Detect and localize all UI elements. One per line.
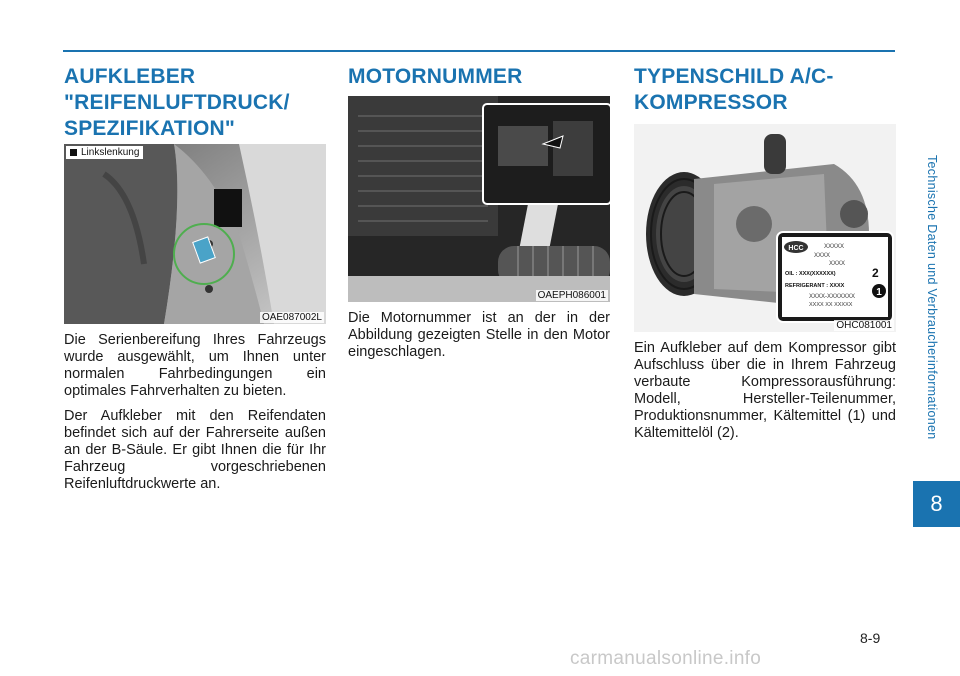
top-rule xyxy=(63,50,895,52)
heading-line: SPEZIFIKATION" xyxy=(64,117,236,140)
heading-line: KOMPRESSOR xyxy=(634,91,788,114)
car-door-pillar-illustration xyxy=(64,144,326,324)
chapter-tab: 8 xyxy=(913,481,960,527)
figure-code: OHC081001 xyxy=(836,320,892,331)
tire-label-figure xyxy=(64,144,326,324)
label-line: XXXX-XXXXXXX xyxy=(809,294,856,300)
compressor-illustration xyxy=(634,124,896,332)
tire-label-heading xyxy=(64,64,326,142)
heading-line: TYPENSCHILD A/C- xyxy=(634,65,834,88)
figure-code: OAE087002L xyxy=(261,312,322,323)
heading-line: MOTORNUMMER xyxy=(348,65,523,88)
heading-line: "REIFENLUFTDRUCK/ xyxy=(64,91,290,114)
section-engine-number xyxy=(348,64,610,361)
paragraph: Ein Aufkleber auf dem Kompressor gibt Aufschluss über die in Ihrem Fahrzeug verbaute Kompressorausführung: Modell, Hersteller-Teilenummer, Produktionsnummer, Kältemittel (1) und Kältemittelöl (2). xyxy=(634,340,896,441)
refrigerant-callout: 1 xyxy=(876,287,882,298)
engine-figure xyxy=(348,96,610,302)
engine-number-heading xyxy=(348,64,610,90)
engine-bay-illustration xyxy=(348,96,610,302)
side-chapter-title: Technische Daten und Verbraucherinformationen xyxy=(925,155,939,440)
paragraph: Die Serienbereifung Ihres Fahrzeugs wurde ausgewählt, um Ihnen unter normalen Fahrbedingungen ein optimales Fahrverhalten zu bieten. xyxy=(64,332,326,399)
refrigerant-line: REFRIGERANT : XXXX xyxy=(785,283,845,289)
paragraph: Der Aufkleber mit den Reifendaten befindet sich auf der Fahrerseite außen an der B-Säule. Er gibt Ihnen die für Ihr Fahrzeug vorgeschriebenen Reifenluftdruckwerte an. xyxy=(64,408,326,492)
section-ac-compressor xyxy=(634,64,896,442)
heading-line: AUFKLEBER xyxy=(64,65,196,88)
square-bullet-icon xyxy=(70,149,77,156)
label-line: XXXXX xyxy=(824,244,845,250)
badge-text: Linkslenkung xyxy=(81,147,140,158)
ac-compressor-heading xyxy=(634,64,896,116)
label-line: XXXX xyxy=(814,253,831,259)
watermark: carmanualsonline.info xyxy=(570,648,762,669)
section-tire-label xyxy=(64,64,326,493)
figure-code: OAEPH086001 xyxy=(537,290,606,301)
oil-line: OIL : XXX(XXXXXX) xyxy=(785,271,836,277)
label-line: XXXX xyxy=(829,261,846,267)
brand-text: HCC xyxy=(788,245,804,252)
oil-callout: 2 xyxy=(872,266,879,280)
lhd-badge xyxy=(66,146,143,159)
compressor-figure xyxy=(634,124,896,332)
page-number: 8-9 xyxy=(860,630,881,646)
label-line: XXXX XX XXXXX xyxy=(809,302,853,308)
paragraph: Die Motornummer ist an der in der Abbildung gezeigten Stelle in den Motor eingeschlagen. xyxy=(348,310,610,360)
